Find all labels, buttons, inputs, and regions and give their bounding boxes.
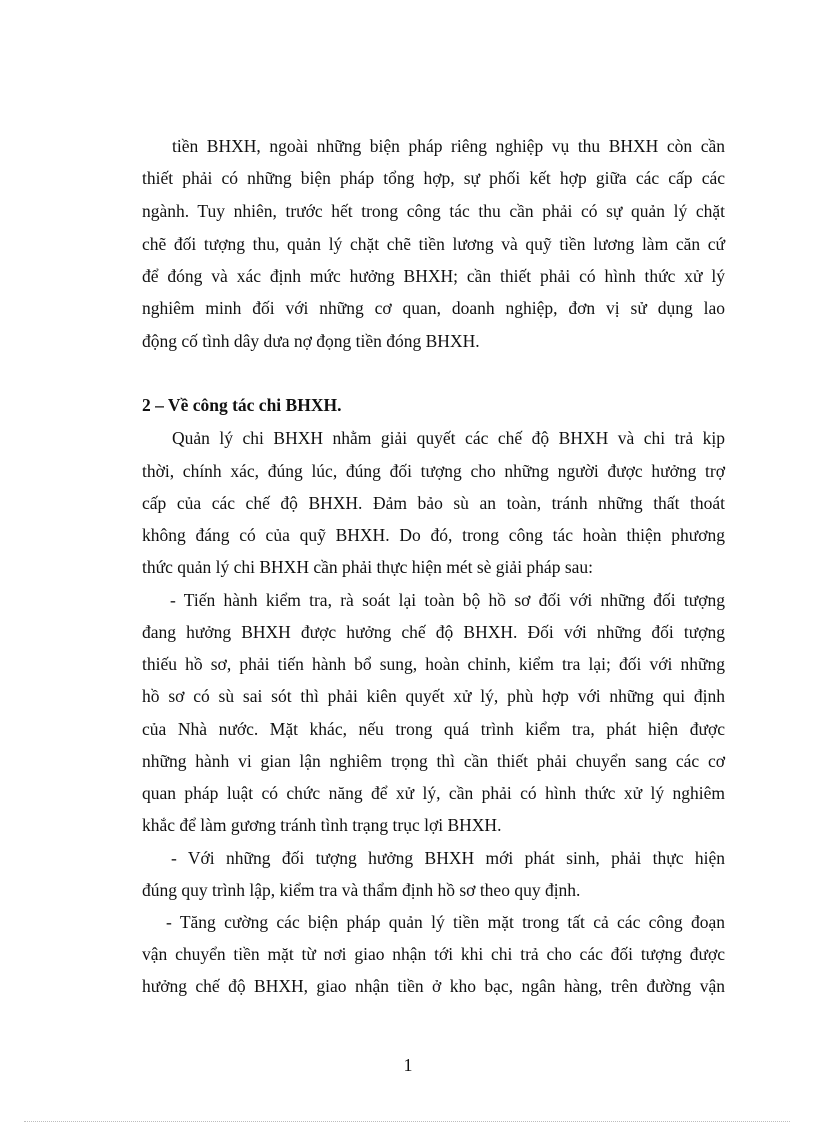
text-line: thiết phải có những biện pháp tổng hợp, sự phối kết hợp giữa các cấp các — [142, 168, 725, 188]
text-line: vận chuyển tiền mặt từ nơi giao nhận tới khi chi trả cho các đối tượng được — [142, 944, 725, 964]
text-line: quan pháp luật có chức năng để xử lý, cần phải có hình thức xử lý nghiêm — [142, 783, 725, 803]
text-line: khắc để làm gương tránh tình trạng trục lợi BHXH. — [142, 815, 502, 835]
text-line: nghiêm minh đối với những cơ quan, doanh nghiệp, đơn vị sử dụng lao — [142, 298, 725, 318]
text-line: thức quản lý chi BHXH cần phải thực hiện mét sè giải pháp sau: — [142, 557, 594, 577]
text-line: đúng quy trình lập, kiểm tra và thẩm định hồ sơ theo quy định. — [142, 880, 581, 900]
text-line: những hành vi gian lận nghiêm trọng thì cần thiết phải chuyển sang các cơ — [142, 751, 725, 771]
section-heading: 2 – Về công tác chi BHXH. — [142, 395, 342, 415]
text-line: của Nhà nước. Mặt khác, nếu trong quá trình kiểm tra, phát hiện được — [142, 719, 725, 739]
text-line: để đóng và xác định mức hưởng BHXH; cần thiết phải có hình thức xử lý — [142, 266, 725, 286]
page-bottom-divider — [24, 1121, 790, 1122]
text-line: Quản lý chi BHXH nhằm giải quyết các chế độ BHXH và chi trả kịp — [172, 428, 725, 448]
bullet-line: - Với những đối tượng hưởng BHXH mới phát sinh, phải thực hiện — [171, 848, 725, 868]
text-line: không đáng có của quỹ BHXH. Do đó, trong công tác hoàn thiện phương — [142, 525, 725, 545]
text-line: chẽ đối tượng thu, quản lý chặt chẽ tiền lương và quỹ tiền lương làm căn cứ — [142, 234, 725, 254]
bullet-line: - Tăng cường các biện pháp quản lý tiền mặt trong tất cả các công đoạn — [166, 912, 725, 932]
text-line: đang hưởng BHXH được hưởng chế độ BHXH. Đối với những đối tượng — [142, 622, 725, 642]
bullet-line: - Tiến hành kiểm tra, rà soát lại toàn bộ hồ sơ đối với những đối tượng — [170, 590, 725, 610]
page-number: 1 — [403, 1055, 413, 1075]
text-line: hưởng chế độ BHXH, giao nhận tiền ở kho bạc, ngân hàng, trên đường vận — [142, 976, 725, 996]
text-line: thiếu hồ sơ, phải tiến hành bổ sung, hoàn chỉnh, kiểm tra lại; đối với những — [142, 654, 725, 674]
text-line: tiền BHXH, ngoài những biện pháp riêng nghiệp vụ thu BHXH còn cần — [172, 136, 725, 156]
text-line: cấp của các chế độ BHXH. Đảm bảo sù an toàn, tránh những thất thoát — [142, 493, 725, 513]
text-line: thời, chính xác, đúng lúc, đúng đối tượng cho những người được hưởng trợ — [142, 461, 725, 481]
text-line: ngành. Tuy nhiên, trước hết trong công tác thu cần phải có sự quản lý chặt — [142, 201, 725, 221]
text-line: hồ sơ có sù sai sót thì phải kiên quyết xử lý, phù hợp với những qui định — [142, 686, 725, 706]
text-line: động cố tình dây dưa nợ đọng tiền đóng BHXH. — [142, 331, 480, 351]
